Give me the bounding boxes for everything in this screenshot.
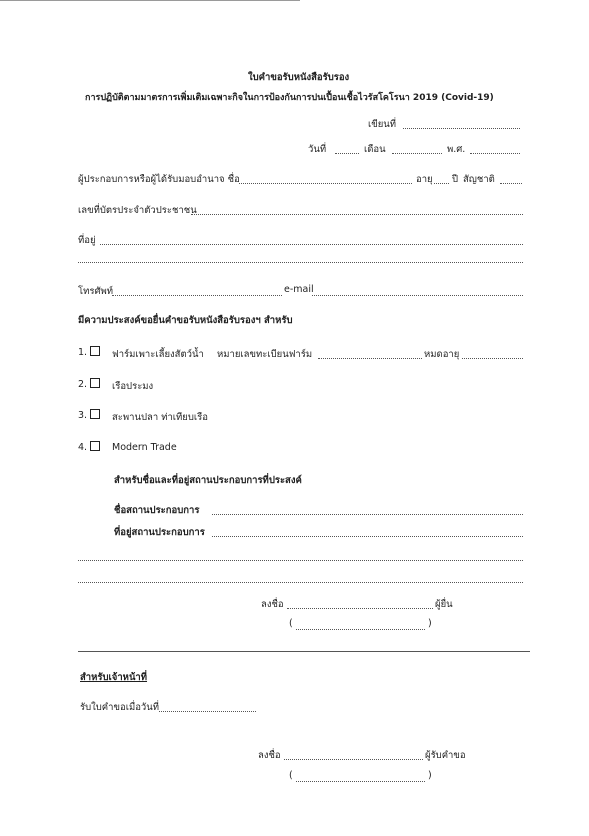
received-date-field[interactable] xyxy=(159,711,256,712)
applicant-sign-label: ลงชื่อ xyxy=(261,599,284,610)
farm-expiry-label: หมดอายุ xyxy=(424,349,460,360)
age-label: อายุ xyxy=(416,174,433,185)
address-label: ที่อยู่ xyxy=(78,235,96,246)
applicant-name-label: ผู้ประกอบการหรือผู้ได้รับมอบอำนาจ ชื่อ xyxy=(78,174,240,185)
month-label: เดือน xyxy=(364,144,386,155)
applicant-open-paren: ( xyxy=(289,618,293,629)
establishment-address-line-2[interactable] xyxy=(78,560,523,561)
option-1-label: ฟาร์มเพาะเลี้ยงสัตว์น้ำ xyxy=(112,349,204,360)
id-number-field[interactable] xyxy=(191,214,523,215)
applicant-name-field[interactable] xyxy=(239,183,412,184)
applicant-role-label: ผู้ยื่น xyxy=(435,599,453,610)
establishment-heading: สำหรับชื่อและที่อยู่สถานประกอบการที่ประสงค์ xyxy=(114,475,302,486)
id-number-label: เลขที่บัตรประจำตัวประชาชน xyxy=(78,205,197,216)
phone-label: โทรศัพท์ xyxy=(78,286,114,297)
option-3-number: 3. xyxy=(78,410,88,421)
address-field[interactable] xyxy=(100,244,523,245)
purpose-heading: มีความประสงค์ขอยื่นคำขอรับหนังสือรับรองฯ สำหรับ xyxy=(78,315,293,326)
farm-registration-label: หมายเลขทะเบียนฟาร์ม xyxy=(217,349,313,360)
farm-expiry-field[interactable] xyxy=(462,358,523,359)
email-label: e-mail xyxy=(284,284,314,295)
written-at-field[interactable] xyxy=(403,128,520,129)
phone-field[interactable] xyxy=(112,295,282,296)
email-field[interactable] xyxy=(312,295,523,296)
establishment-address-label: ที่อยู่สถานประกอบการ xyxy=(114,527,205,538)
officer-sign-label: ลงชื่อ xyxy=(258,750,281,761)
option-3-checkbox[interactable] xyxy=(90,409,100,419)
applicant-signature-field[interactable] xyxy=(287,608,433,609)
applicant-printed-name-field[interactable] xyxy=(296,629,425,630)
establishment-name-field[interactable] xyxy=(212,514,523,515)
option-2-checkbox[interactable] xyxy=(90,378,100,388)
date-label: วันที่ xyxy=(308,144,327,155)
option-4-label: Modern Trade xyxy=(112,442,177,453)
establishment-name-label: ชื่อสถานประกอบการ xyxy=(114,505,200,516)
form-subtitle: การปฏิบัติตามมาตรการเพิ่มเติมเฉพาะกิจในการป้องกันการปนเปื้อนเชื้อไวรัสโคโรนา 2019 (Covid-19) xyxy=(85,93,494,103)
option-4-checkbox[interactable] xyxy=(90,441,100,451)
year-field[interactable] xyxy=(470,153,520,154)
option-3-label: สะพานปลา ท่าเทียบเรือ xyxy=(112,412,208,423)
officer-heading: สำหรับเจ้าหน้าที่ xyxy=(80,672,148,683)
section-divider xyxy=(78,651,530,652)
age-field[interactable] xyxy=(434,183,449,184)
year-label: พ.ศ. xyxy=(447,144,466,155)
officer-role-label: ผู้รับคำขอ xyxy=(425,750,466,761)
written-at-label: เขียนที่ xyxy=(368,119,397,130)
option-2-number: 2. xyxy=(78,379,88,390)
officer-printed-name-field[interactable] xyxy=(296,781,425,782)
option-1-number: 1. xyxy=(78,347,88,358)
address-field-line-2[interactable] xyxy=(78,262,523,263)
option-2-label: เรือประมง xyxy=(112,381,154,392)
farm-registration-field[interactable] xyxy=(318,358,422,359)
option-4-number: 4. xyxy=(78,442,88,453)
form-title: ใบคำขอรับหนังสือรับรอง xyxy=(248,72,350,83)
officer-close-paren: ) xyxy=(428,770,432,781)
years-label: ปี xyxy=(452,174,459,185)
officer-open-paren: ( xyxy=(289,770,293,781)
date-field[interactable] xyxy=(335,153,359,154)
month-field[interactable] xyxy=(392,153,442,154)
establishment-address-field[interactable] xyxy=(212,536,523,537)
option-1-checkbox[interactable] xyxy=(90,346,100,356)
received-date-label: รับใบคำขอเมื่อวันที่ xyxy=(80,702,159,713)
nationality-field[interactable] xyxy=(500,183,522,184)
applicant-close-paren: ) xyxy=(428,618,432,629)
scan-edge-line xyxy=(0,0,300,1)
officer-signature-field[interactable] xyxy=(284,759,423,760)
nationality-label: สัญชาติ xyxy=(463,174,495,185)
establishment-address-line-3[interactable] xyxy=(78,582,523,583)
